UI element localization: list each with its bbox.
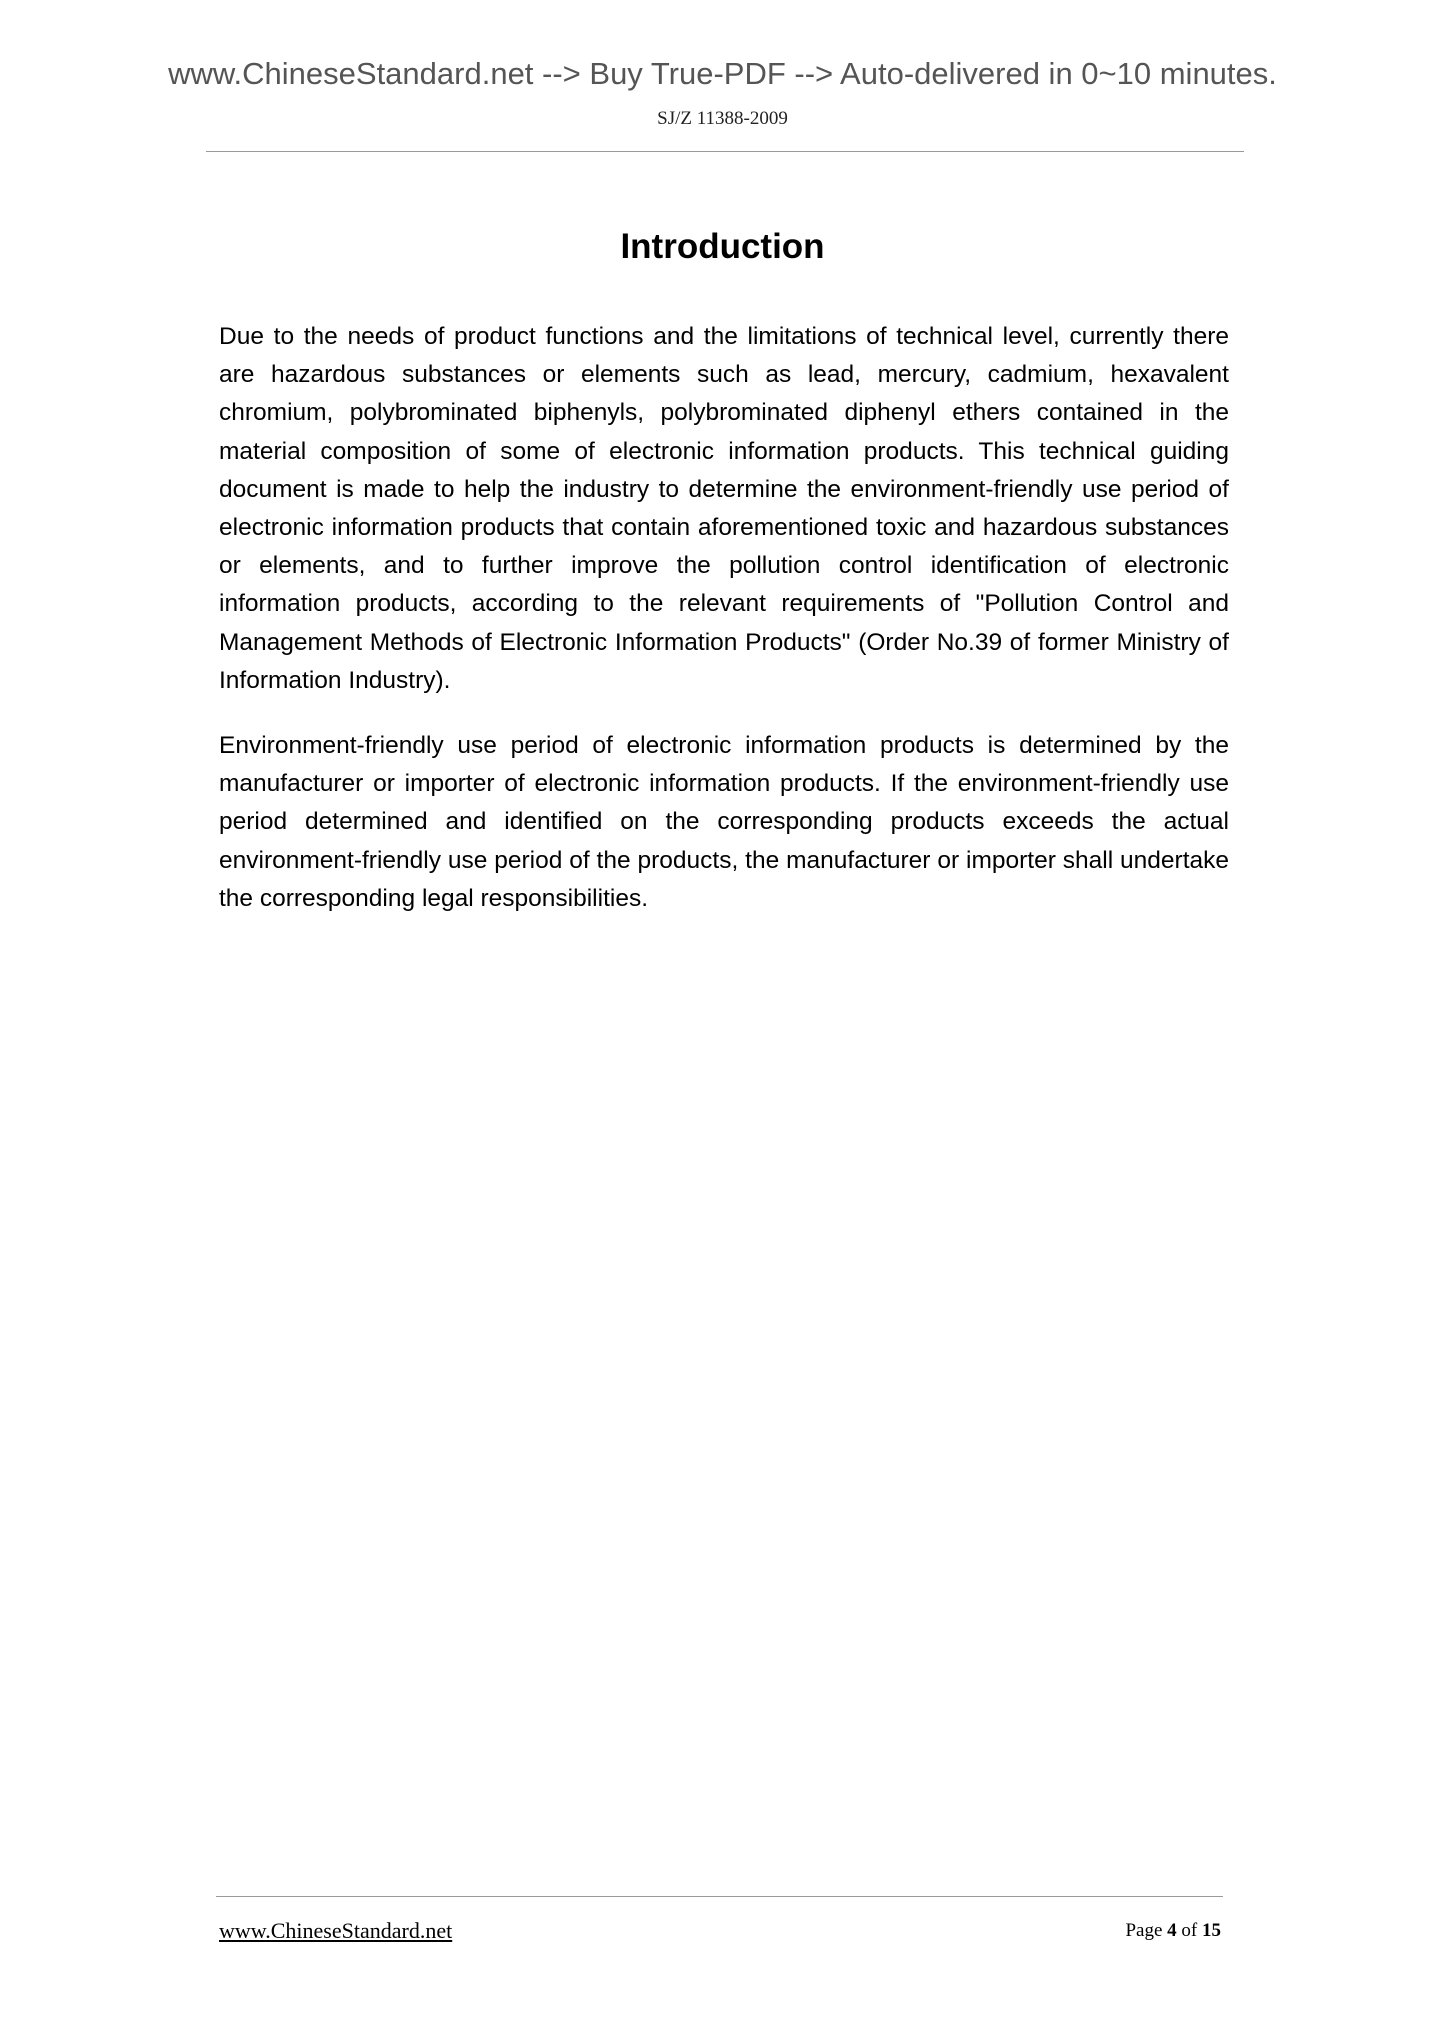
paragraph-2: Environment-friendly use period of electronic information products is determined by the manufacturer or importer of electronic information products. If the environment-friendly use period determined and identified on the corresponding products exceeds the actual environment-friendly use period of the products, the manufacturer or importer shall undertake the corresponding legal responsibilities.	[219, 732, 1229, 912]
page-current: 4	[1167, 1920, 1177, 1941]
document-body	[219, 318, 1229, 945]
footer-site-link[interactable]: www.ChineseStandard.net	[219, 1918, 453, 1943]
standard-code: SJ/Z 11388-2009	[657, 108, 788, 129]
page-of: of	[1181, 1920, 1198, 1941]
page-number	[1125, 1920, 1221, 1942]
site-banner: www.ChineseStandard.net --> Buy True-PDF --> Auto-delivered in 0~10 minutes.	[168, 56, 1277, 91]
header-divider	[206, 151, 1244, 152]
page-title: Introduction	[620, 227, 825, 266]
paragraph-1: Due to the needs of product functions and the limitations of technical level, currently there are hazardous substances or elements such as lead, mercury, cadmium, hexavalent chromium, polybrominated biphenyls, polybrominated diphenyl ethers contained in the material composition of some of electronic information products. This technical guiding document is made to help the industry to determine the environment-friendly use period of electronic information products that contain aforementioned toxic and hazardous substances or elements, and to further improve the pollution control identification of electronic information products, according to the relevant requirements of "Pollution Control and Management Methods of Electronic Information Products" (Order No.39 of former Ministry of Information Industry).	[219, 323, 1229, 694]
footer-divider	[216, 1896, 1223, 1897]
page-total: 15	[1202, 1920, 1221, 1941]
page-label: Page	[1125, 1920, 1163, 1941]
